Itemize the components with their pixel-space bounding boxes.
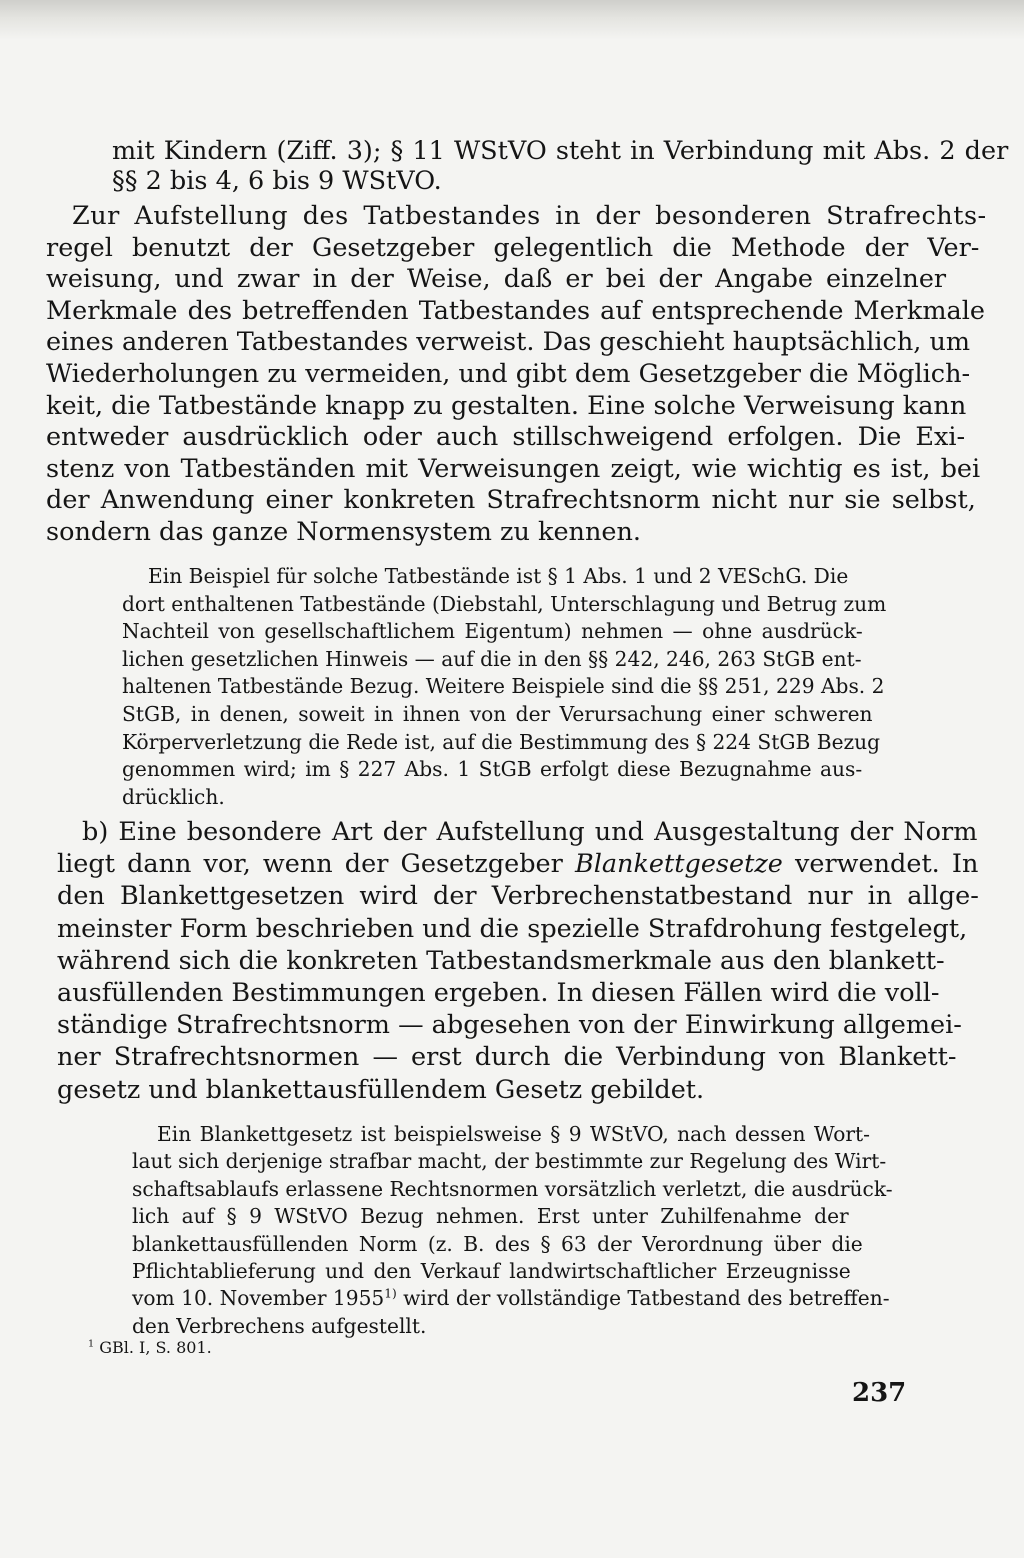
text-line: lichen gesetzlichen Hinweis — auf die in den §§ 242, 246, 263 StGB ent- bbox=[122, 646, 862, 671]
text-line: eines anderen Tatbestandes verweist. Das geschieht hauptsächlich, um bbox=[46, 327, 971, 358]
text-line bbox=[132, 1285, 893, 1312]
text-run: wird der vollständige Tatbestand des betreffen- bbox=[396, 1286, 890, 1311]
footnote-text: GBl. I, S. 801. bbox=[99, 1338, 212, 1357]
text-line: §§ 2 bis 4, 6 bis 9 WStVO. bbox=[112, 166, 442, 196]
scan-top-edge bbox=[0, 0, 1024, 40]
text-line: Merkmale des betreffenden Tatbestandes auf entsprechende Merkmale bbox=[46, 295, 985, 326]
text-line: gesetz und blankettausfüllendem Gesetz gebildet. bbox=[57, 1074, 705, 1105]
text-line: ner Strafrechtsnormen — erst durch die Verbindung von Blankett- bbox=[57, 1042, 957, 1073]
text-line: weisung, und zwar in der Weise, daß er bei der Angabe einzelner bbox=[46, 264, 947, 295]
text-line: StGB, in denen, soweit in ihnen von der Verursachung einer schweren bbox=[122, 701, 873, 726]
text-line: der Anwendung einer konkreten Strafrechtsnorm nicht nur sie selbst, bbox=[46, 485, 976, 516]
text-line: dort enthaltenen Tatbestände (Diebstahl, Unterschlagung und Betrug zum bbox=[122, 591, 887, 616]
text-line: b) Eine besondere Art der Aufstellung und Ausgestaltung der Norm bbox=[82, 817, 978, 847]
text-line: Zur Aufstellung des Tatbestandes in der besonderen Strafrechts- bbox=[72, 201, 987, 231]
text-line: stenz von Tatbeständen mit Verweisungen zeigt, wie wichtig es ist, bei bbox=[46, 453, 981, 484]
paragraph-blankettgesetze bbox=[57, 816, 979, 1106]
text-line: drücklich. bbox=[122, 784, 225, 809]
text-run: verwendet. In bbox=[782, 849, 979, 880]
example-verweisung bbox=[122, 563, 886, 811]
text-line: blankettausfüllenden Norm (z. B. des § 63 der Verordnung über die bbox=[132, 1231, 863, 1256]
text-line: während sich die konkreten Tatbestandsmerkmale aus den blankett- bbox=[57, 945, 945, 976]
page-number: 237 bbox=[852, 1378, 907, 1408]
text-line: sondern das ganze Normensystem zu kennen. bbox=[46, 516, 642, 547]
text-line: ständige Strafrechtsnorm — abgesehen von der Einwirkung allgemei- bbox=[57, 1010, 962, 1041]
term-blankettgesetze: Blankettgesetze bbox=[574, 849, 783, 880]
intro-continuation bbox=[112, 136, 1008, 196]
footnote bbox=[88, 1338, 212, 1358]
footnote-reference[interactable]: 1) bbox=[384, 1286, 397, 1301]
text-line: Ein Blankettgesetz ist beispielsweise § 9 WStVO, nach dessen Wort- bbox=[157, 1122, 870, 1146]
text-run: liegt dann vor, wenn der Gesetzgeber bbox=[57, 849, 575, 880]
text-line bbox=[57, 848, 979, 880]
example-blankettgesetz bbox=[132, 1121, 893, 1340]
paragraph-verweisung bbox=[46, 201, 987, 549]
text-line: Körperverletzung die Rede ist, auf die Bestimmung des § 224 StGB Bezug bbox=[122, 729, 881, 754]
text-line: mit Kindern (Ziff. 3); § 11 WStVO steht in Verbindung mit Abs. 2 der bbox=[112, 136, 1009, 166]
text-line: den Verbrechens aufgestellt. bbox=[132, 1313, 427, 1338]
text-line: Wiederholungen zu vermeiden, und gibt dem Gesetzgeber die Möglich- bbox=[46, 358, 971, 389]
text-line: laut sich derjenige strafbar macht, der bestimmte zur Regelung des Wirt- bbox=[132, 1149, 887, 1174]
text-line: haltenen Tatbestände Bezug. Weitere Beispiele sind die §§ 251, 229 Abs. 2 bbox=[122, 674, 885, 699]
text-line: Pflichtablieferung und den Verkauf landwirtschaftlicher Erzeugnisse bbox=[132, 1259, 851, 1284]
text-line: keit, die Tatbestände knapp zu gestalten. Eine solche Verweisung kann bbox=[46, 390, 967, 421]
text-line: schaftsablaufs erlassene Rechtsnormen vorsätzlich verletzt, die ausdrück- bbox=[132, 1176, 893, 1201]
text-line: ausfüllenden Bestimmungen ergeben. In diesen Fällen wird die voll- bbox=[57, 978, 940, 1009]
text-line: genommen wird; im § 227 Abs. 1 StGB erfolgt diese Bezugnahme aus- bbox=[122, 757, 863, 782]
text-line: entweder ausdrücklich oder auch stillschweigend erfolgen. Die Exi- bbox=[46, 422, 966, 453]
text-line: lich auf § 9 WStVO Bezug nehmen. Erst unter Zuhilfenahme der bbox=[132, 1204, 849, 1229]
footnote-marker: 1 bbox=[88, 1338, 95, 1350]
text-line: den Blankettgesetzen wird der Verbrechenstatbestand nur in allge- bbox=[57, 881, 979, 912]
text-line: Nachteil von gesellschaftlichem Eigentum) nehmen — ohne ausdrück- bbox=[122, 619, 863, 644]
text-line: meinster Form beschrieben und die spezielle Strafdrohung festgelegt, bbox=[57, 913, 968, 944]
text-run: vom 10. November 1955 bbox=[132, 1286, 385, 1311]
text-line: Ein Beispiel für solche Tatbestände ist § 1 Abs. 1 und 2 VESchG. Die bbox=[148, 564, 849, 588]
text-line: regel benutzt der Gesetzgeber gelegentlich die Methode der Ver- bbox=[46, 232, 980, 263]
